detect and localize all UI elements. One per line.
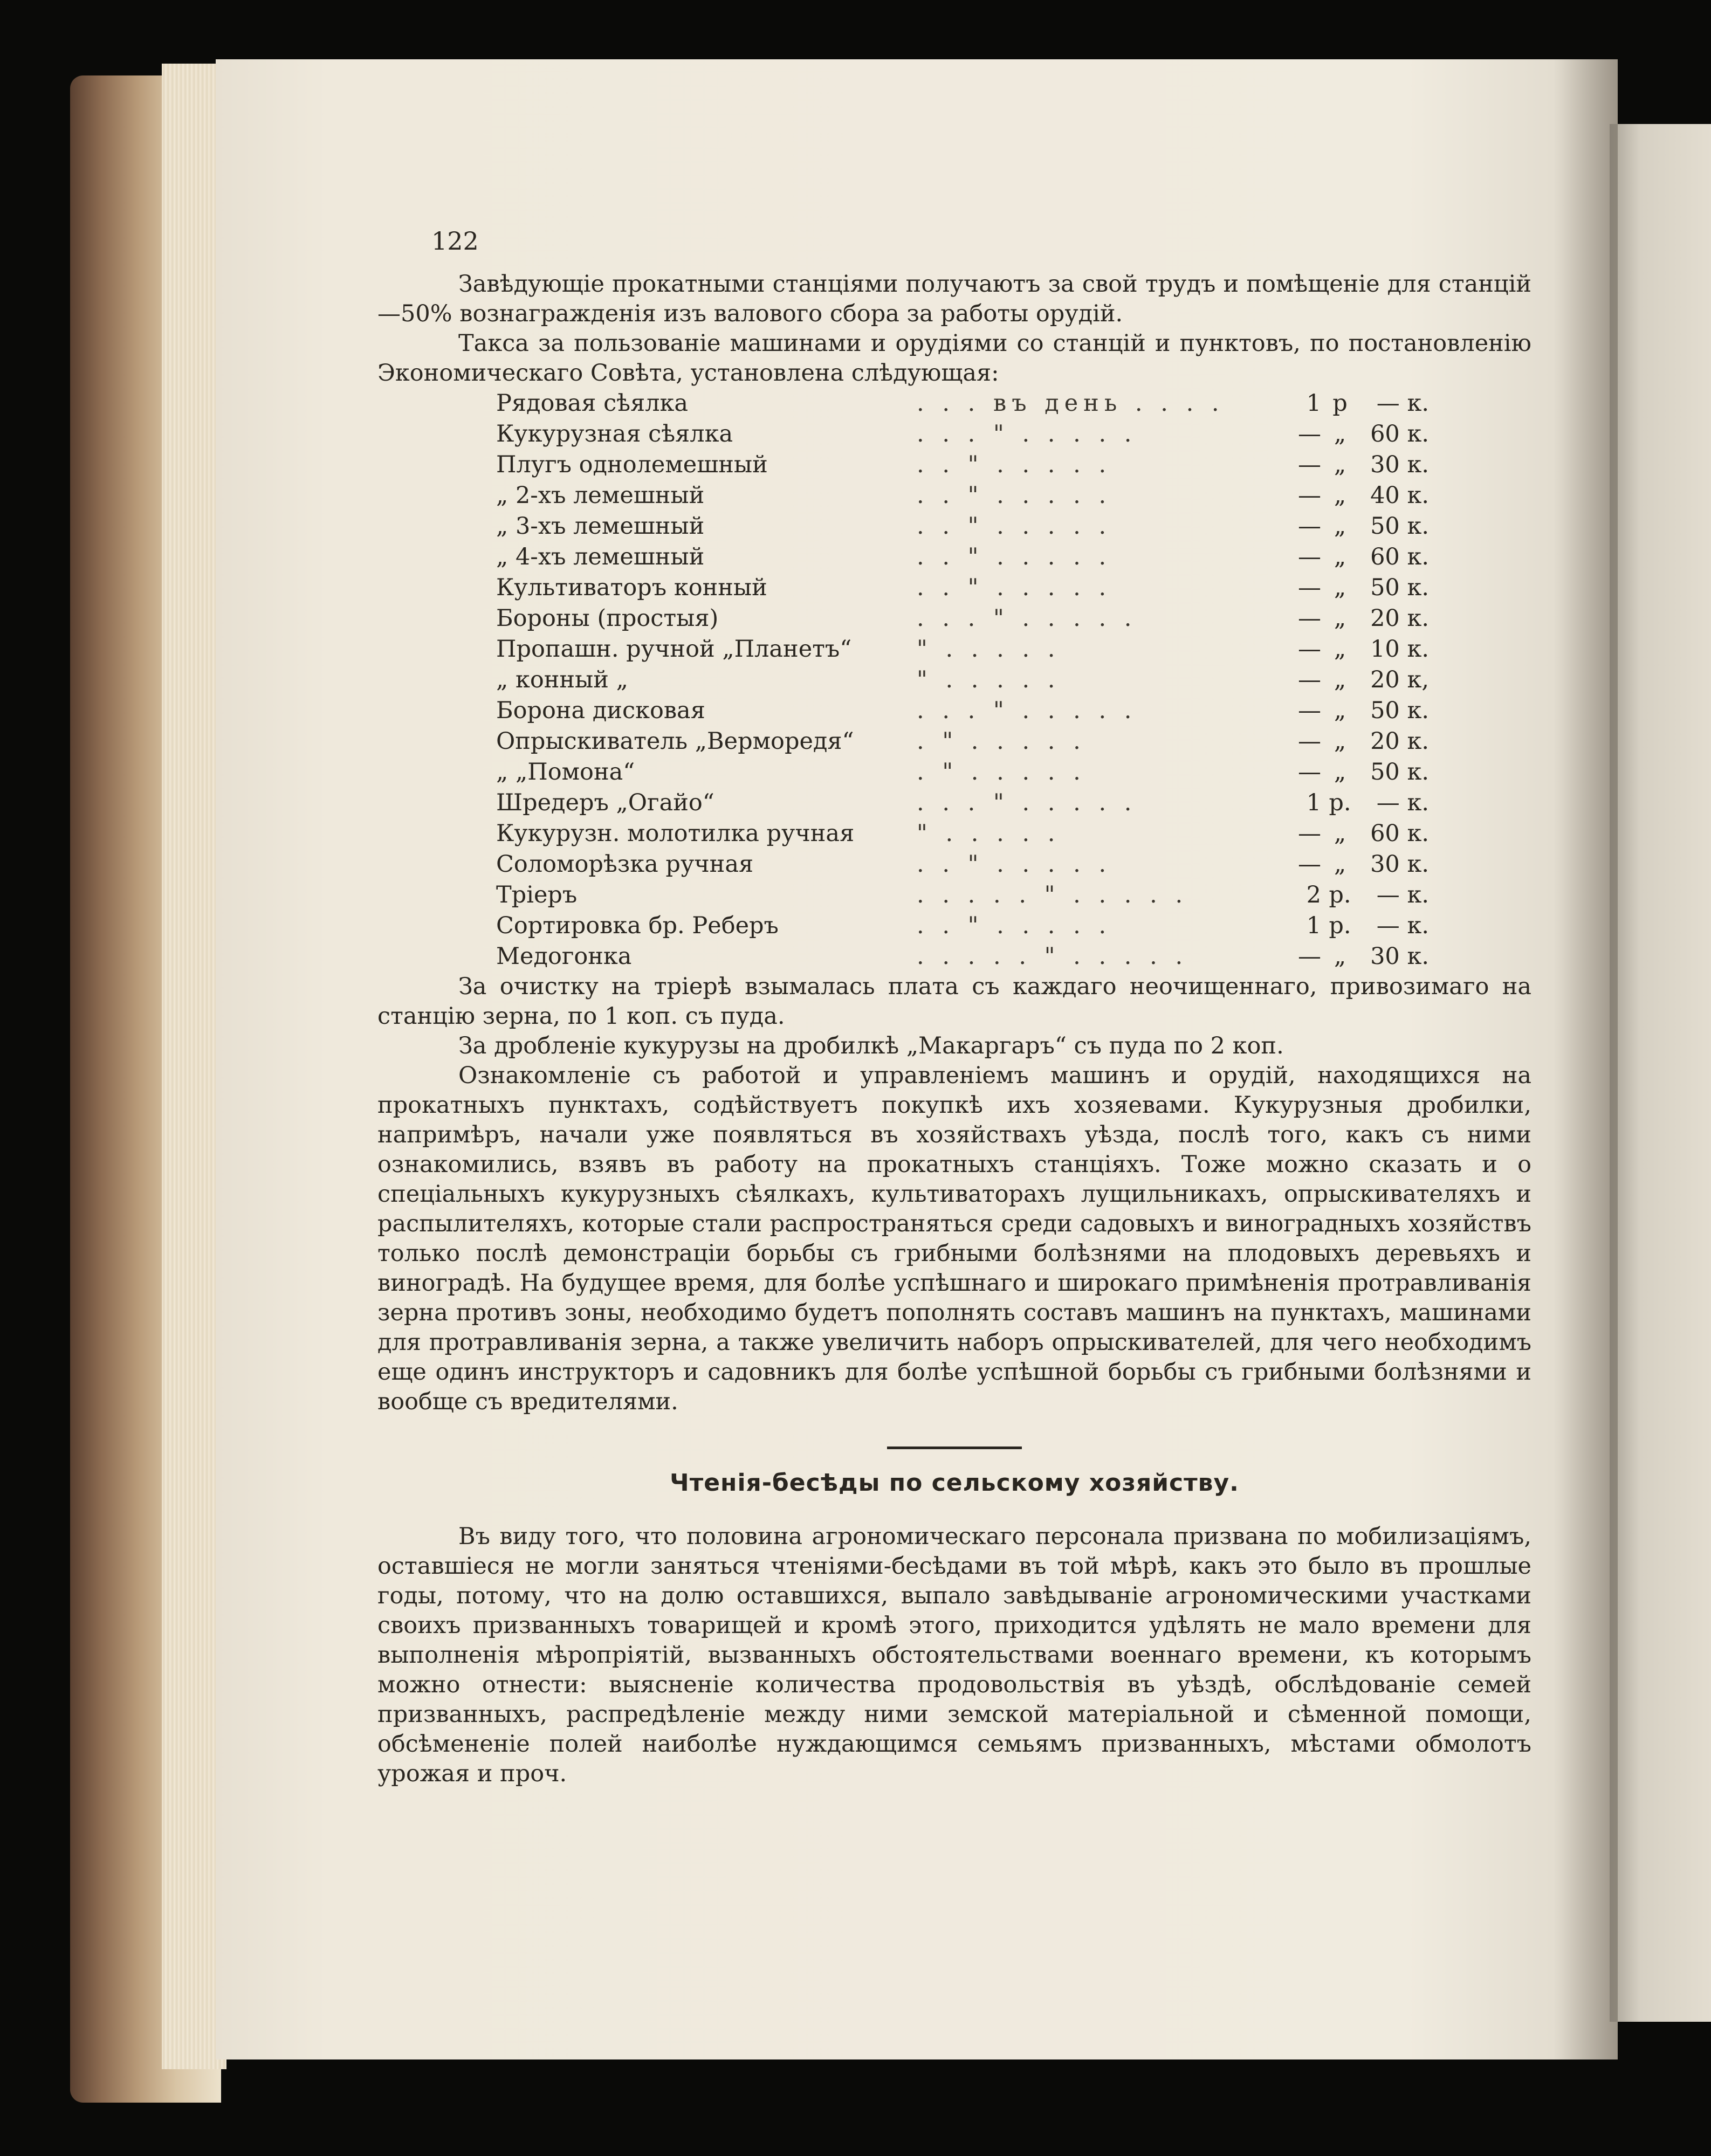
price-kopecks: 50 к. — [1370, 697, 1429, 724]
price-item: Кукурузн. молотилка ручная — [496, 820, 855, 847]
price-leader: . . " . . . . . — [917, 543, 1112, 570]
price-row — [496, 603, 1429, 634]
price-rubles: — — [1298, 820, 1321, 847]
price-rubles: — — [1298, 482, 1321, 509]
price-leader: . . . " . . . . . — [917, 421, 1137, 447]
paragraph: За дробленіе кукурузы на дробилкѣ „Макаргаръ“ съ пуда по 2 коп. — [458, 1032, 1284, 1059]
section-title: Чтенія-бесѣды по сельскому хозяйству. — [670, 1469, 1239, 1497]
price-row — [496, 665, 1429, 695]
price-row — [496, 788, 1429, 818]
price-row — [496, 480, 1429, 511]
price-kopecks: 40 к. — [1370, 482, 1429, 509]
price-kopecks: 60 к. — [1370, 543, 1429, 570]
price-item: Сортировка бр. Реберъ — [496, 912, 779, 939]
price-item: „ конный „ — [496, 666, 628, 693]
price-leader: . . " . . . . . — [917, 574, 1112, 601]
price-row — [496, 757, 1429, 788]
price-kopecks: — к. — [1376, 912, 1429, 939]
price-unit: „ — [1334, 759, 1346, 786]
price-unit: „ — [1334, 820, 1346, 847]
price-rubles: 1 — [1306, 912, 1321, 939]
price-row — [496, 573, 1429, 603]
page-content — [377, 226, 1531, 1789]
price-row — [496, 695, 1429, 726]
price-rubles: 1 — [1306, 390, 1321, 417]
price-table — [496, 388, 1429, 972]
price-kopecks: 20 к, — [1370, 666, 1429, 693]
price-leader: . . . . . " . . . . . — [917, 943, 1188, 970]
price-leader: . " . . . . . — [917, 759, 1086, 786]
price-unit: „ — [1334, 513, 1346, 540]
page-number: 122 — [431, 226, 479, 256]
price-rubles: — — [1298, 605, 1321, 632]
price-leader: . . . . . " . . . . . — [917, 881, 1188, 908]
price-item: „ 3-хъ лемешный — [496, 513, 705, 540]
price-unit: р. — [1329, 912, 1351, 939]
price-rubles: — — [1298, 851, 1321, 878]
price-item: Пропашн. ручной „Планетъ“ — [496, 636, 852, 663]
price-item: Медогонка — [496, 943, 632, 970]
price-unit: р. — [1329, 881, 1351, 908]
price-item: Опрыскиватель „Верморедя“ — [496, 728, 854, 755]
price-row — [496, 911, 1429, 941]
price-unit: „ — [1334, 697, 1346, 724]
price-leader: . . . " . . . . . — [917, 789, 1137, 816]
price-unit: „ — [1334, 851, 1346, 878]
section-divider — [887, 1446, 1022, 1449]
price-kopecks: — к. — [1376, 390, 1429, 417]
spine-shadow — [1553, 59, 1618, 2059]
price-row — [496, 450, 1429, 480]
price-kopecks: 60 к. — [1370, 421, 1429, 447]
price-kopecks: 50 к. — [1370, 574, 1429, 601]
price-item: Кукурузная сѣялка — [496, 421, 733, 447]
price-item: Плугъ однолемешный — [496, 451, 768, 478]
price-unit: „ — [1334, 482, 1346, 509]
price-row — [496, 388, 1429, 419]
price-leader: . . " . . . . . — [917, 451, 1112, 478]
price-leader: " . . . . . — [917, 636, 1061, 663]
paragraph: За очистку на тріерѣ взымалась плата съ каждаго неочищеннаго, привозимаго на станцію зерна, по 1 коп. съ пуда. — [377, 973, 1531, 1030]
price-leader: . " . . . . . — [917, 728, 1086, 755]
price-leader: . . " . . . . . — [917, 851, 1112, 878]
price-unit: „ — [1334, 728, 1346, 755]
price-item: Борона дисковая — [496, 697, 705, 724]
price-item: „ 2-хъ лемешный — [496, 482, 705, 509]
price-row — [496, 542, 1429, 573]
price-leader: " . . . . . — [917, 820, 1061, 847]
price-rubles: — — [1298, 513, 1321, 540]
price-rubles: — — [1298, 943, 1321, 970]
price-row — [496, 818, 1429, 849]
paragraph: Ознакомленіе съ работой и управленіемъ машинъ и орудій, находящихся на прокатныхъ пунктахъ, содѣйствуетъ покупкѣ ихъ хозяевами. Кукурузныя дробилки, напримѣръ, начали уже появляться въ хозяйствахъ уѣзда, послѣ того, какъ съ ними ознакомились, взявъ въ работу на прокатныхъ станціяхъ. Тоже можно сказать и о спеціальныхъ кукурузныхъ сѣялкахъ, культиваторахъ лущильникахъ, опрыскивателяхъ и распылителяхъ, которые стали распространяться среди садовыхъ и виноградныхъ хозяйствъ только послѣ демонстраціи борьбы съ грибными болѣзнями на плодовыхъ деревьяхъ и виноградѣ. На будущее время, для болѣе успѣшнаго и широкаго примѣненія протравливанія зерна противъ зоны, необходимо будетъ пополнять составъ машинъ на пунктахъ, машинами для протравливанія зерна, а также увеличить наборъ опрыскивателей, для чего необходимъ еще одинъ инструкторъ и садовникъ для болѣе успѣшной борьбы съ грибными болѣзнями и вообще съ вредителями. — [377, 1062, 1531, 1415]
price-rubles: 1 — [1306, 789, 1321, 816]
paragraph: Такса за пользованіе машинами и орудіями со станцій и пунктовъ, по постановленію Экономическаго Совѣта, установлена слѣдующая: — [377, 330, 1531, 387]
price-kopecks: 30 к. — [1370, 943, 1429, 970]
price-kopecks: 20 к. — [1370, 728, 1429, 755]
price-kopecks: 20 к. — [1370, 605, 1429, 632]
price-rubles: — — [1298, 636, 1321, 663]
paragraph: Въ виду того, что половина агрономическаго персонала призвана по мобилизаціямъ, оставшіеся не могли заняться чтеніями-бесѣдами въ той мѣрѣ, какъ это было въ прошлые годы, потому, что на долю оставшихся, выпало завѣдываніе агрономическими участками своихъ призванныхъ товарищей и кромѣ этого, приходится удѣлять не мало времени для выполненія мѣропріятій, вызванныхъ обстоятельствами военнаго времени, къ которымъ можно отнести: выясненіе количества продовольствія въ уѣздѣ, обслѣдованіе семей призванныхъ, распредѣленіе между ними земской матеріальной и сѣменной помощи, обсѣмененіе полей наиболѣе нуждающимся семьямъ призванныхъ, мѣстами обмолотъ урожая и проч. — [377, 1523, 1531, 1787]
price-unit: „ — [1334, 666, 1346, 693]
price-unit: „ — [1334, 451, 1346, 478]
price-item: Соломорѣзка ручная — [496, 851, 754, 878]
price-row — [496, 511, 1429, 542]
price-leader: . . . въ день . . . . — [917, 390, 1225, 417]
price-unit: „ — [1334, 574, 1346, 601]
price-kopecks: 10 к. — [1370, 636, 1429, 663]
price-leader: . . . " . . . . . — [917, 605, 1137, 632]
price-rubles: — — [1298, 666, 1321, 693]
price-kopecks: — к. — [1376, 789, 1429, 816]
price-leader: . . . " . . . . . — [917, 697, 1137, 724]
price-leader: . . " . . . . . — [917, 513, 1112, 540]
price-unit: „ — [1334, 421, 1346, 447]
price-leader: . . " . . . . . — [917, 482, 1112, 509]
price-rubles: — — [1298, 543, 1321, 570]
price-rubles: 2 — [1306, 881, 1321, 908]
price-item: Бороны (простыя) — [496, 605, 719, 632]
price-unit: р — [1332, 390, 1348, 417]
price-row — [496, 419, 1429, 450]
price-rubles: — — [1298, 728, 1321, 755]
price-row — [496, 726, 1429, 757]
price-row — [496, 634, 1429, 665]
price-unit: „ — [1334, 943, 1346, 970]
price-row — [496, 849, 1429, 880]
price-leader: . . " . . . . . — [917, 912, 1112, 939]
facing-page-edge — [1610, 124, 1711, 2022]
price-kopecks: 30 к. — [1370, 451, 1429, 478]
price-item: Тріеръ — [496, 881, 578, 908]
price-unit: р. — [1329, 789, 1351, 816]
paragraph: Завѣдующіе прокатными станціями получаютъ за свой трудъ и помѣщеніе для станцій—50% вознагражденія изъ валового сбора за работы орудій. — [377, 271, 1531, 327]
price-kopecks: — к. — [1376, 881, 1429, 908]
price-row — [496, 880, 1429, 911]
price-kopecks: 50 к. — [1370, 513, 1429, 540]
price-rubles: — — [1298, 421, 1321, 447]
price-item: Шредеръ „Огайо“ — [496, 789, 714, 816]
price-leader: " . . . . . — [917, 666, 1061, 693]
price-item: „ 4-хъ лемешный — [496, 543, 705, 570]
price-rubles: — — [1298, 697, 1321, 724]
price-unit: „ — [1334, 543, 1346, 570]
price-item: Рядовая сѣялка — [496, 390, 689, 417]
price-rubles: — — [1298, 574, 1321, 601]
price-kopecks: 30 к. — [1370, 851, 1429, 878]
price-kopecks: 60 к. — [1370, 820, 1429, 847]
price-unit: „ — [1334, 636, 1346, 663]
price-unit: „ — [1334, 605, 1346, 632]
price-rubles: — — [1298, 759, 1321, 786]
price-row — [496, 941, 1429, 972]
price-kopecks: 50 к. — [1370, 759, 1429, 786]
price-item: „ „Помона“ — [496, 759, 635, 786]
price-rubles: — — [1298, 451, 1321, 478]
price-item: Культиваторъ конный — [496, 574, 767, 601]
